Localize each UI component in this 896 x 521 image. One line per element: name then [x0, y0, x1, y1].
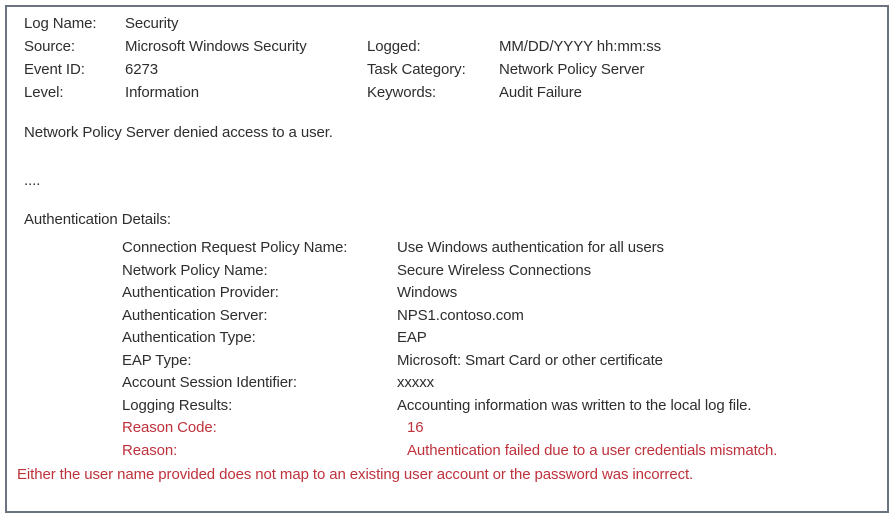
- header-row-level-keywords: [24, 81, 875, 104]
- field-label: Event ID:: [24, 61, 85, 78]
- field-label: Keywords:: [367, 84, 437, 101]
- field-label: [367, 12, 499, 35]
- detail-value: Secure Wireless Connections: [397, 261, 592, 279]
- detail-row-authentication-provider: [122, 282, 875, 305]
- detail-value: NPS1.contoso.com: [397, 306, 524, 324]
- event-log-panel: [5, 5, 889, 513]
- detail-row-account-session-identifier: [122, 372, 875, 395]
- detail-label: Reason:: [122, 441, 178, 459]
- field-label: Level:: [24, 84, 64, 101]
- detail-value: Microsoft: Smart Card or other certificate: [397, 351, 663, 369]
- detail-label: Network Policy Name:: [122, 261, 268, 279]
- detail-row-logging-results: [122, 395, 875, 418]
- detail-label: Reason Code:: [122, 419, 217, 436]
- detail-value: 16: [407, 419, 424, 436]
- detail-label: EAP Type:: [122, 351, 192, 369]
- field-value: Microsoft Windows Security: [125, 38, 307, 55]
- detail-label: Connection Request Policy Name:: [122, 239, 348, 256]
- detail-value: Accounting information was written to the local log file.: [397, 396, 752, 414]
- detail-value: EAP: [397, 329, 427, 346]
- detail-value: Use Windows authentication for all users: [397, 239, 664, 256]
- field-label: Task Category:: [367, 61, 466, 78]
- field-value: [499, 12, 875, 35]
- detail-row-reason: [122, 440, 875, 463]
- field-label: Source:: [24, 38, 75, 55]
- event-header: [17, 12, 875, 104]
- detail-value: Windows: [397, 284, 458, 301]
- detail-label: Authentication Type:: [122, 329, 256, 346]
- authentication-details-list: [17, 237, 875, 462]
- field-value: Information: [125, 84, 199, 101]
- detail-row-authentication-type: [122, 327, 875, 350]
- detail-value: Authentication failed due to a user credentials mismatch.: [407, 441, 778, 459]
- detail-value: xxxxx: [397, 374, 435, 391]
- authentication-details-heading: Authentication Details:: [24, 211, 171, 228]
- detail-row-reason-code: [122, 417, 875, 440]
- truncation-marker: ....: [24, 172, 41, 189]
- field-value: Security: [125, 15, 179, 32]
- field-label: Logged:: [367, 38, 421, 55]
- header-row-eventid-taskcategory: [24, 58, 875, 81]
- detail-row-network-policy-name: [122, 260, 875, 283]
- detail-row-eap-type: [122, 350, 875, 373]
- field-value: Audit Failure: [499, 84, 582, 101]
- field-value: Network Policy Server: [499, 61, 645, 78]
- detail-row-connection-request-policy: [122, 237, 875, 260]
- detail-label: Authentication Server:: [122, 306, 268, 324]
- header-row-source-logged: [24, 35, 875, 58]
- reason-explanation-note: Either the user name provided does not map to an existing user account or the password was incorrect.: [17, 466, 694, 483]
- field-value: MM/DD/YYYY hh:mm:ss: [499, 38, 662, 55]
- header-row-log-name: [24, 12, 875, 35]
- event-description: Network Policy Server denied access to a user.: [24, 124, 333, 141]
- detail-label: Authentication Provider:: [122, 284, 279, 301]
- detail-row-authentication-server: [122, 305, 875, 328]
- detail-label: Account Session Identifier:: [122, 374, 297, 391]
- field-label: Log Name:: [24, 15, 97, 32]
- detail-label: Logging Results:: [122, 396, 233, 414]
- field-value: 6273: [125, 61, 158, 78]
